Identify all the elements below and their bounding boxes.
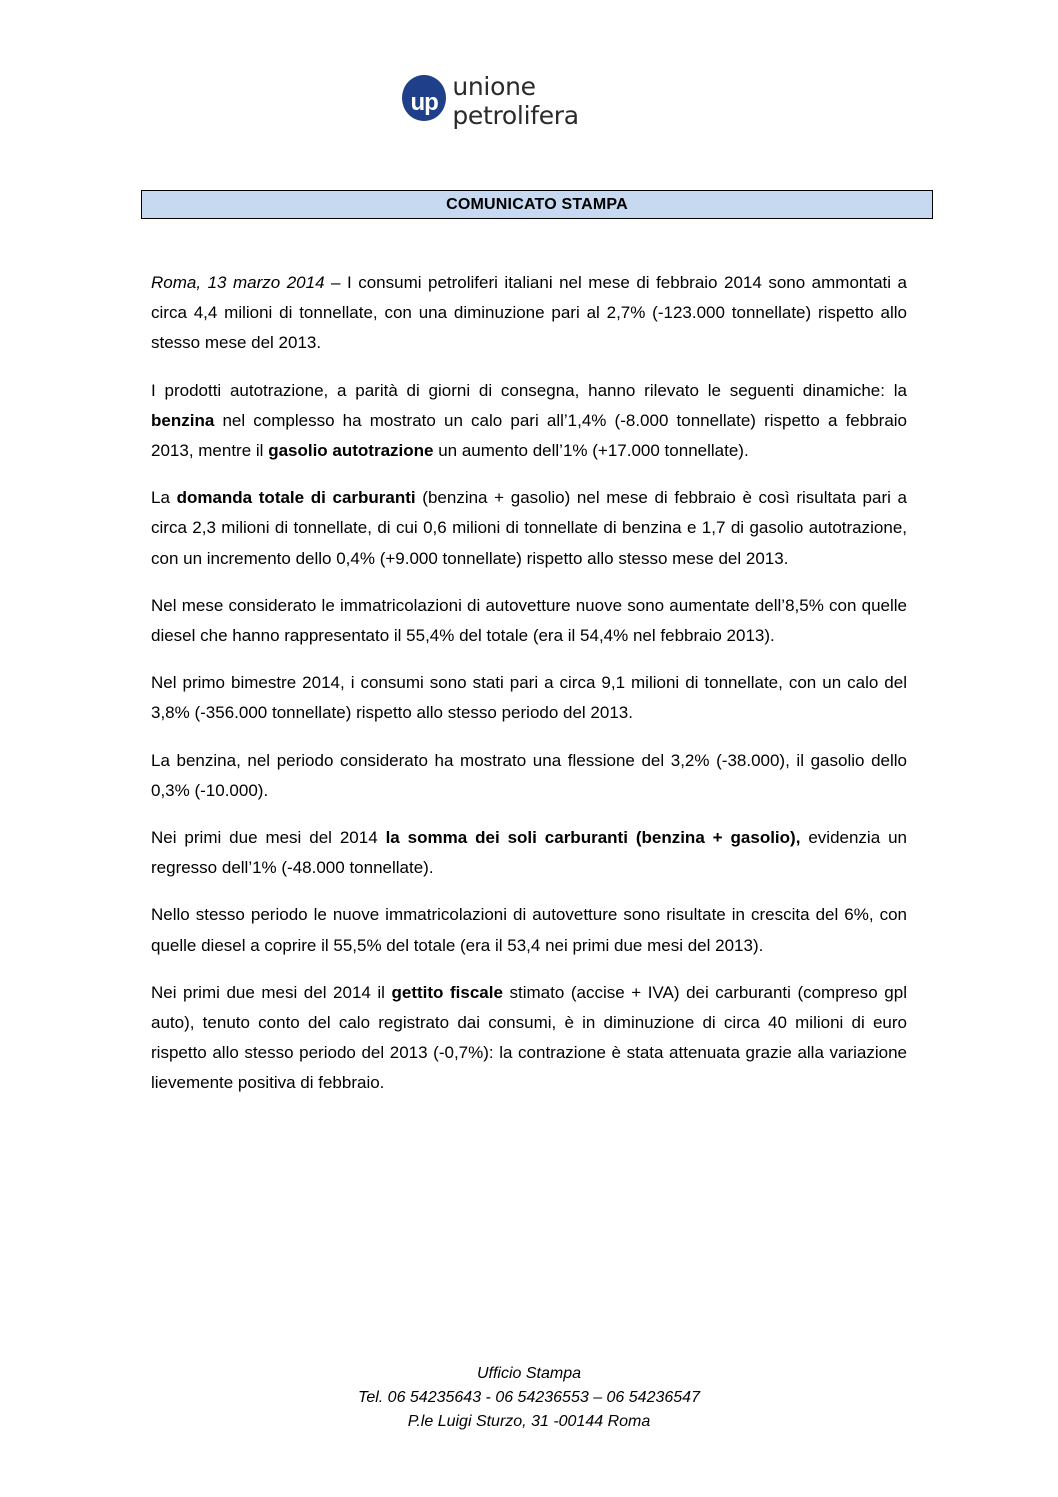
- paragraph: [151, 483, 907, 574]
- footer-phones: Tel. 06 54235643 - 06 54236553 – 06 54236547: [358, 1389, 700, 1406]
- text-segment: un aumento dell’1% (+17.000 tonnellate).: [433, 441, 749, 461]
- text-segment: La: [151, 488, 177, 508]
- footer-address: P.le Luigi Sturzo, 31 -00144 Roma: [407, 1413, 651, 1430]
- paragraph: [151, 978, 907, 1099]
- text-segment: Nel mese considerato le immatricolazioni di autovetture nuove sono aumentate dell’8,5% con quelle diesel che hanno rappresentato il 55,4% del totale (era il 54,4% nel febbraio 2013).: [151, 595, 907, 646]
- logo-name: unione petrolifera: [452, 72, 579, 130]
- bold-text: domanda totale di carburanti: [176, 488, 416, 508]
- press-release-title: COMUNICATO STAMPA: [446, 195, 628, 213]
- text-segment: Nello stesso periodo le nuove immatricolazioni di autovetture sono risultate in crescita del 6%, con quelle diesel a coprire il 55,5% del totale (era il 53,4 nei primi due mesi del 2013).: [151, 905, 907, 955]
- paragraph: [151, 668, 907, 728]
- logo: [402, 70, 662, 130]
- paragraph: [151, 591, 907, 651]
- bold-text: gettito fiscale: [391, 982, 503, 1002]
- bold-text: benzina: [151, 410, 215, 430]
- logo-mark: up: [402, 75, 446, 121]
- paragraph: [151, 746, 907, 806]
- text-segment: – I consumi petroliferi italiani nel mese di febbraio 2014 sono ammontati a circa 4,4 milioni di tonnellate, con una diminuzione pari al 2,7% (-123.000 tonnellate) rispetto allo stesso mese del 2013.: [151, 273, 908, 353]
- text-segment: (benzina + gasolio) nel mese di febbraio è così risultata pari a circa 2,3 milioni di tonnellate, di cui 0,6 milioni di tonnellate di benzina e 1,7 di gasolio autotrazione, con un incremento dello 0,4% (+9.000 tonnellate) rispetto allo stesso mese del 2013.: [151, 488, 907, 568]
- bold-text: gasolio autotrazione: [268, 441, 434, 461]
- text-segment: Nei primi due mesi del 2014: [151, 828, 386, 848]
- text-segment: I prodotti autotrazione, a parità di giorni di consegna, hanno rilevato le seguenti dinamiche: la: [151, 380, 907, 400]
- text-segment: stimato (accise + IVA) dei carburanti (compreso gpl auto), tenuto conto del calo registrato dai consumi, è in diminuzione di circa 40 milioni di euro rispetto allo stesso periodo del 2013 (-0,7%): la contrazione è stata attenuata grazie alla variazione lievemente positiva di febbraio.: [151, 982, 907, 1093]
- text-segment: Nel primo bimestre 2014, i consumi sono stati pari a circa 9,1 milioni di tonnellate, con un calo del 3,8% (-356.000 tonnellate) rispetto allo stesso periodo del 2013.: [151, 673, 907, 723]
- footer-office: Ufficio Stampa: [476, 1365, 582, 1382]
- text-segment: La benzina, nel periodo considerato ha mostrato una flessione del 3,2% (-38.000), il gasolio dello 0,3% (-10.000).: [151, 750, 907, 800]
- footer: [0, 1362, 1058, 1434]
- text-segment: nel complesso ha mostrato un calo pari all’1,4% (-8.000 tonnellate) rispetto a febbraio 2013, mentre il: [151, 410, 907, 461]
- paragraph: [151, 268, 907, 359]
- paragraph: [151, 376, 907, 467]
- press-release-body: [151, 268, 907, 1099]
- bold-text: la somma dei soli carburanti (benzina + gasolio),: [385, 828, 801, 848]
- italic-text: Roma, 13 marzo 2014: [151, 273, 325, 292]
- paragraph: [151, 900, 907, 960]
- text-segment: evidenzia un regresso dell’1% (-48.000 tonnellate).: [151, 828, 907, 878]
- press-release-header: [141, 190, 933, 219]
- text-segment: Nei primi due mesi del 2014 il: [151, 982, 392, 1002]
- paragraph: [151, 823, 907, 883]
